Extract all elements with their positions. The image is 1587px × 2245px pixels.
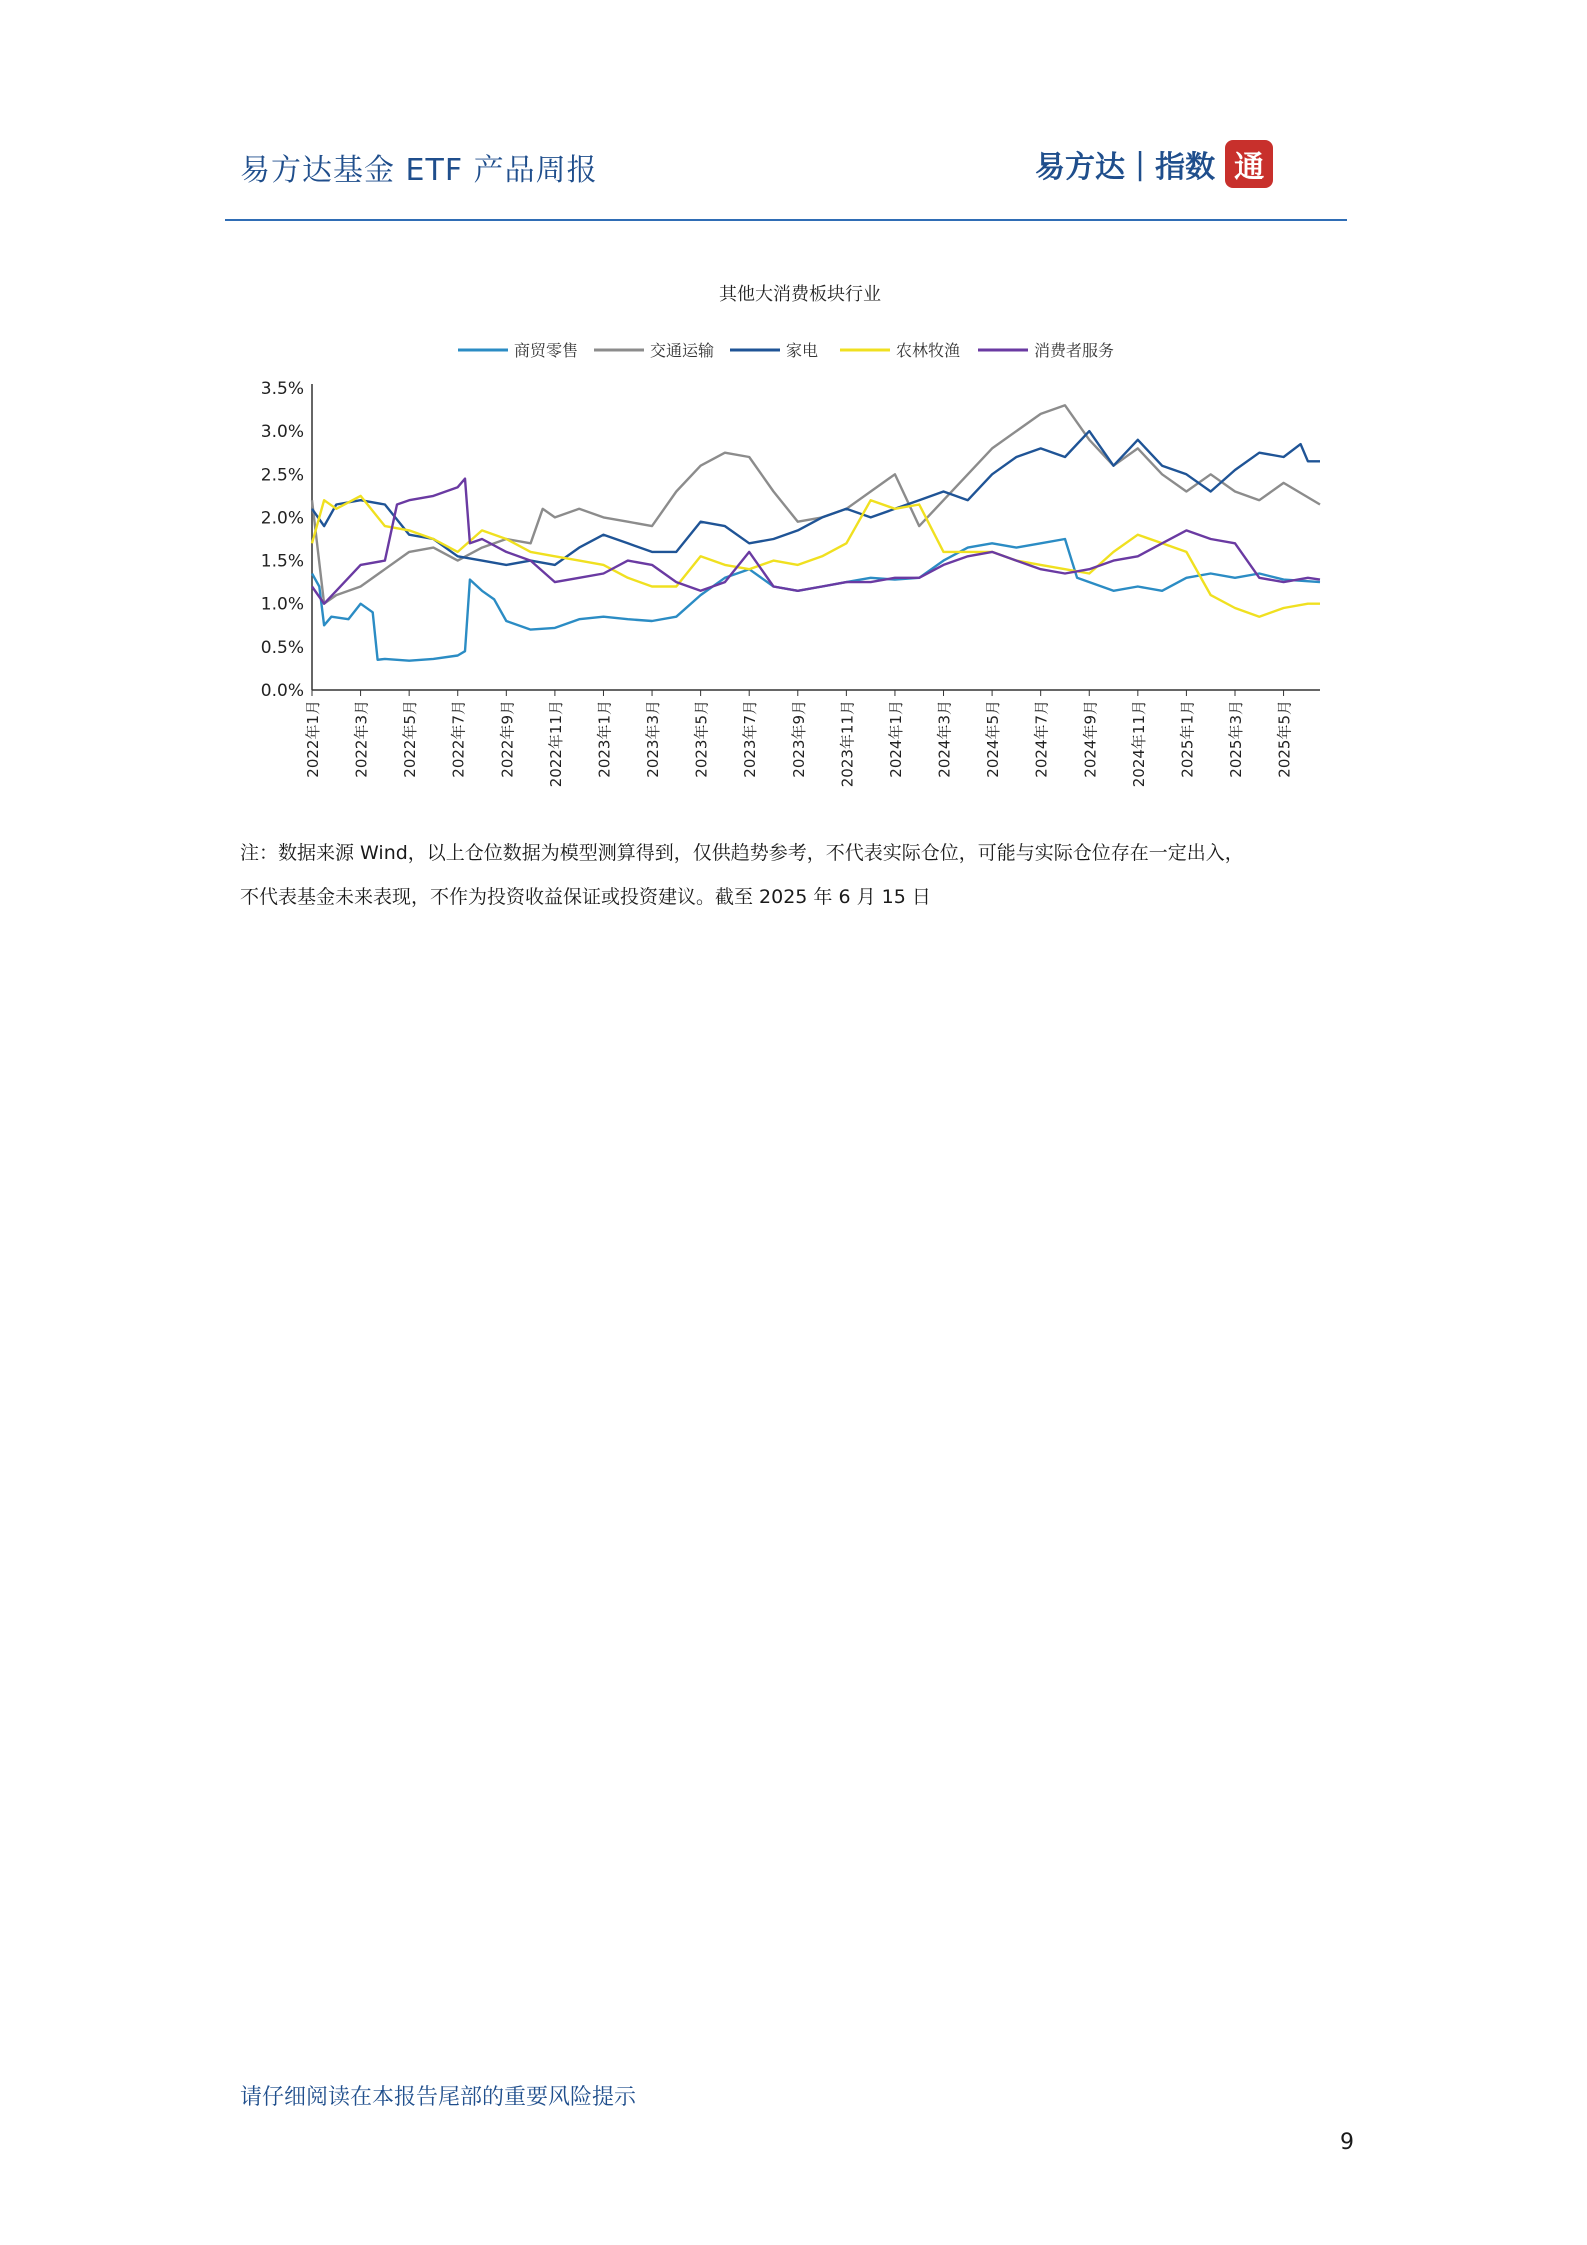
x-tick-label: 2022年3月 <box>352 700 371 778</box>
chart-note-line1: 注：数据来源 Wind，以上仓位数据为模型测算得到，仅供趋势参考，不代表实际仓位，可能与实际仓位存在一定出入， <box>240 842 1244 864</box>
x-tick-label: 2022年1月 <box>304 700 322 778</box>
x-tick-label: 2024年11月 <box>1129 700 1148 788</box>
risk-disclaimer: 请仔细阅读在本报告尾部的重要风险提示 <box>240 2085 637 2110</box>
brand-name: 易方达 <box>1035 150 1125 185</box>
x-tick-label: 2022年7月 <box>449 700 468 778</box>
y-tick-label: 3.5% <box>260 379 304 399</box>
brand-logo <box>1035 140 1273 188</box>
brand-sub: 指数 <box>1155 150 1216 185</box>
x-tick-label: 2022年11月 <box>546 700 565 788</box>
legend-label: 农林牧渔 <box>896 341 961 360</box>
x-tick-label: 2024年5月 <box>984 700 1003 778</box>
x-tick-label: 2025年1月 <box>1178 700 1197 778</box>
x-tick-label: 2023年1月 <box>595 700 614 778</box>
y-tick-label: 2.5% <box>260 465 304 486</box>
series-line-消费者服务 <box>312 479 1320 604</box>
chart-series <box>312 405 1320 660</box>
x-tick-label: 2024年7月 <box>1032 700 1051 778</box>
x-axis-labels <box>304 700 1294 787</box>
x-tick-label: 2025年3月 <box>1226 700 1245 778</box>
legend-label: 家电 <box>786 341 819 360</box>
page-number: 9 <box>1340 2130 1354 2155</box>
x-tick-label: 2023年11月 <box>838 700 857 788</box>
header-divider <box>225 219 1347 221</box>
x-tick-label: 2023年3月 <box>644 700 663 778</box>
brand-stamp: 通 <box>1225 140 1273 188</box>
x-tick-label: 2024年1月 <box>886 700 905 778</box>
x-tick-label: 2023年9月 <box>789 700 808 778</box>
y-tick-label: 2.0% <box>260 508 304 529</box>
y-tick-label: 0.5% <box>260 637 304 658</box>
x-tick-label: 2025年5月 <box>1275 700 1294 778</box>
x-tick-label: 2024年3月 <box>935 700 954 778</box>
legend-label: 商贸零售 <box>514 341 579 360</box>
legend-label: 交通运输 <box>650 341 715 360</box>
y-tick-label: 0.0% <box>260 681 304 701</box>
y-tick-label: 1.5% <box>260 551 304 572</box>
y-tick-label: 3.0% <box>260 422 304 443</box>
x-tick-label: 2022年5月 <box>401 700 420 778</box>
legend-label: 消费者服务 <box>1034 341 1115 360</box>
line-chart <box>240 270 1350 810</box>
chart-note-line2: 不代表基金未来表现，不作为投资收益保证或投资建议。截至 2025 年 6 月 15 日 <box>240 886 931 908</box>
report-title: 易方达基金 ETF 产品周报 <box>240 153 598 188</box>
brand-separator: | <box>1135 146 1146 182</box>
x-tick-label: 2023年5月 <box>692 700 711 778</box>
x-tick-label: 2024年9月 <box>1081 700 1100 778</box>
chart-legend <box>458 341 1114 360</box>
series-line-交通运输 <box>312 405 1320 603</box>
y-tick-label: 1.0% <box>260 594 304 615</box>
chart-title: 其他大消费板块行业 <box>719 284 881 305</box>
x-tick-label: 2022年9月 <box>498 700 517 778</box>
x-tick-label: 2023年7月 <box>741 700 760 778</box>
chart-axes <box>261 379 1320 701</box>
